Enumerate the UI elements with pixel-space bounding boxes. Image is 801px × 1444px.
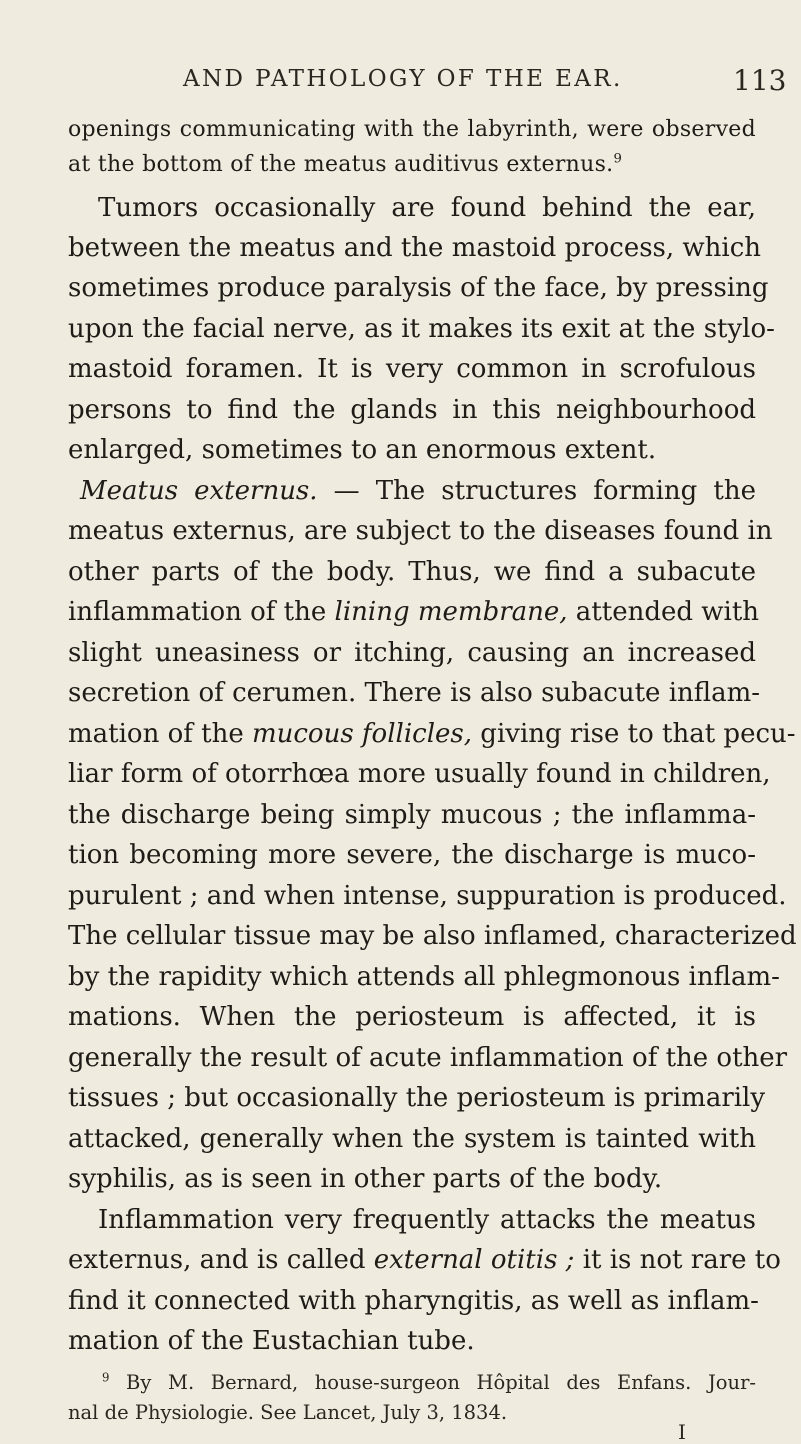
text-line: tissues ; but occasionally the periosteum is primarily <box>68 1083 766 1113</box>
text-line: sometimes produce paralysis of the face, by pressing <box>68 273 769 303</box>
text-line: slight uneasiness or itching, causing an increased <box>68 638 756 668</box>
text-line: generally the result of acute inflammation of the other <box>68 1043 788 1073</box>
text-line: externus, and is called external otitis ; it is not rare to <box>68 1245 781 1275</box>
text-line: mastoid foramen. It is very common in scrofulous <box>68 354 756 384</box>
text-line: between the meatus and the mastoid process, which <box>68 233 762 263</box>
section-heading-line: Meatus externus. — The structures forming the <box>80 476 756 506</box>
text-line: mation of the Eustachian tube. <box>68 1326 475 1356</box>
text-line: mation of the mucous follicles, giving rise to that pecu- <box>68 719 796 749</box>
text-line: persons to find the glands in this neighbourhood <box>68 395 756 425</box>
footnote-marker: 9 <box>102 1370 110 1385</box>
footnote-ref: 9 <box>613 151 623 167</box>
footnote-line: nal de Physiologie. See Lancet, July 3, 1834. <box>68 1401 508 1424</box>
text-line: find it connected with pharyngitis, as well as inflam- <box>68 1286 759 1316</box>
text-line: secretion of cerumen. There is also subacute inflam- <box>68 678 761 708</box>
text-line: meatus externus, are subject to the diseases found in <box>68 516 773 546</box>
text-line: at the bottom of the meatus auditivus externus.$^9$ <box>68 151 623 177</box>
paragraph-start: Inflammation very frequently attacks the meatus <box>98 1205 756 1235</box>
text-line: inflammation of the lining membrane, attended with <box>68 597 760 627</box>
text-line: tion becoming more severe, the discharge is muco- <box>68 840 756 870</box>
text-line: The cellular tissue may be also inflamed, characterized <box>68 921 797 951</box>
text-line: enlarged, sometimes to an enormous extent. <box>68 435 657 465</box>
paragraph-start: Tumors occasionally are found behind the ear, <box>98 193 756 223</box>
text-line: syphilis, as is seen in other parts of the body. <box>68 1164 663 1194</box>
text-line: purulent ; and when intense, suppuration is produced. <box>68 881 787 911</box>
page-header <box>0 66 801 106</box>
text-line: openings communicating with the labyrinth, were observed <box>68 117 756 142</box>
text-line: mations. When the periosteum is affected, it is <box>68 1002 756 1032</box>
text-line: liar form of otorrhœa more usually found in children, <box>68 759 771 789</box>
text-line: upon the facial nerve, as it makes its exit at the stylo- <box>68 314 775 344</box>
text-line: by the rapidity which attends all phlegmonous inflam- <box>68 962 780 992</box>
section-heading: Meatus externus. <box>80 476 318 506</box>
text-line: the discharge being simply mucous ; the inflamma- <box>68 800 756 830</box>
text-line: attacked, generally when the system is tainted with <box>68 1124 756 1154</box>
footnote-line: $^9$ By M. Bernard, house-surgeon Hôpital des Enfans. Jour- <box>102 1370 756 1394</box>
text-line: other parts of the body. Thus, we find a subacute <box>68 557 756 587</box>
page-number: 113 <box>733 64 787 97</box>
running-head: AND PATHOLOGY OF THE EAR. <box>183 66 623 92</box>
signature-mark: I <box>678 1420 686 1444</box>
